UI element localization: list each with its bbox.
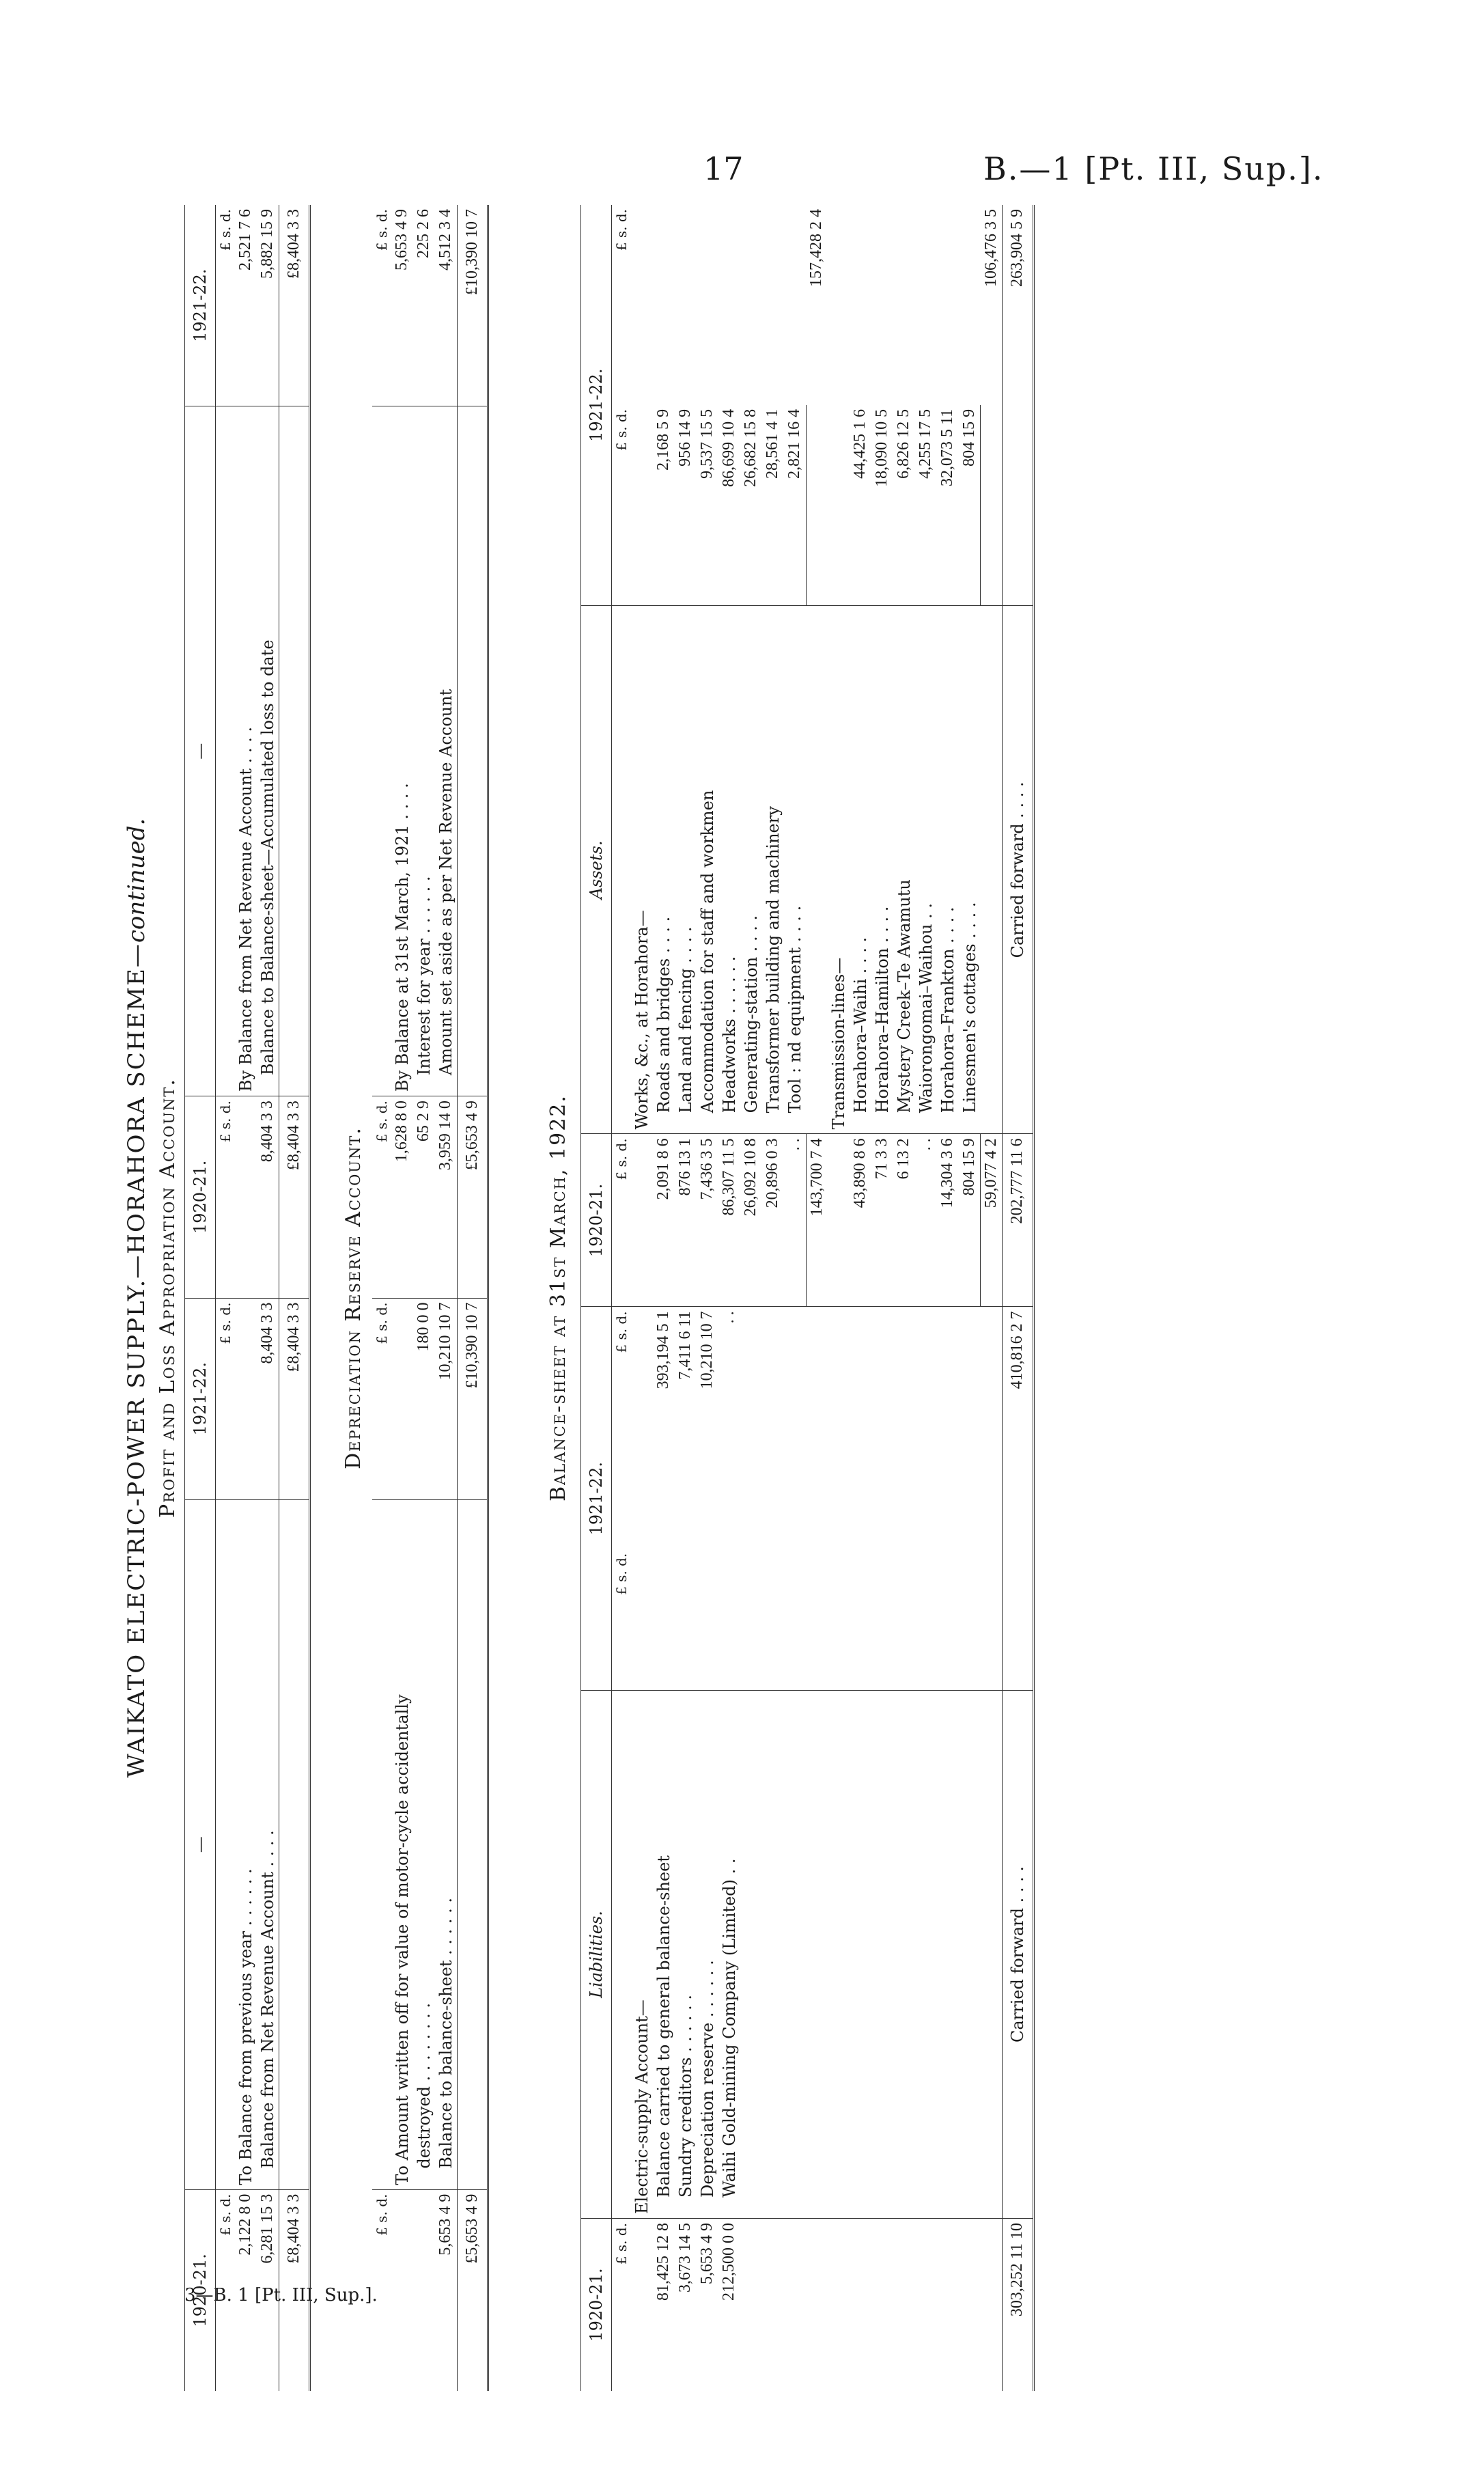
lsd-label: £ s. d. (216, 2189, 236, 2391)
entry-label: Balance from Net Revenue Account . . . . (257, 1499, 279, 2189)
amount (631, 405, 653, 606)
amount: . . (718, 1307, 740, 1549)
amount: 2,168 5 9 (654, 409, 672, 471)
amount (413, 2189, 435, 2391)
total: £8,404 3 3 (279, 205, 310, 406)
title-continued: continued. (123, 818, 150, 943)
amount: . . (915, 1134, 937, 1307)
amount: 4,512 3 4 (436, 209, 454, 271)
amount (391, 2189, 413, 2391)
lsd-label: £ s. d. (612, 2219, 632, 2392)
amount: 26,682 15 8 (742, 409, 759, 487)
rotated-content (109, 205, 1202, 2391)
amount: 28,561 4 1 (764, 409, 781, 479)
lsd-label: £ s. d. (372, 2189, 391, 2391)
subtotal: 143,700 7 4 (806, 1134, 828, 1307)
document-title (123, 205, 150, 2391)
entry-label: Interest for year . . . . . . (413, 406, 435, 1096)
carried-amount: 263,904 5 9 (1003, 205, 1034, 405)
table-row (718, 205, 740, 2391)
table-row (740, 205, 762, 2391)
lsd-label: £ s. d. (374, 209, 390, 251)
asset-label: Works, &c., at Horahora— (631, 606, 653, 1134)
trans-head-row (828, 205, 850, 2391)
asset-label: Tool : nd equipment . . . . (784, 606, 806, 1134)
dep-totals-row (458, 205, 488, 2391)
amount: 6,826 12 5 (894, 409, 912, 479)
amount (631, 1134, 653, 1307)
asset-label: Transformer building and machinery (762, 606, 784, 1134)
amount: 32,073 5 11 (938, 409, 956, 487)
amount: 9,537 15 5 (698, 409, 716, 479)
table-row (893, 205, 915, 2391)
asset-label: Roads and bridges . . . . (653, 606, 675, 1134)
amount: 7,436 3 5 (697, 1134, 718, 1307)
pl-table (184, 205, 311, 2391)
pl-year-2: 1921-22. (185, 1298, 216, 1499)
lsd-label: £ s. d. (372, 1096, 391, 1298)
total: £5,653 4 9 (458, 1096, 488, 1298)
asset-label: Horahora–Hamilton . . . . (871, 606, 893, 1134)
asset-label: Linesmen's cottages . . . . (959, 606, 981, 1134)
amount: 26,092 10 8 (740, 1134, 762, 1307)
amount: 180 0 0 (413, 1298, 435, 1499)
carried-forward-row (1003, 205, 1034, 2391)
amount (391, 1298, 413, 1499)
asset-label: Horahora–Frankton . . . . (937, 606, 959, 1134)
title-main: WAIKATO ELECTRIC-POWER SUPPLY.—HORAHORA SCHEME— (123, 943, 150, 1778)
total: £10,390 10 7 (458, 205, 488, 406)
lsd-label: £ s. d. (372, 1298, 391, 1499)
pl-year-3: 1920-21. (185, 1096, 216, 1298)
trans-total-row (981, 205, 1003, 2391)
amount: 3,959 14 0 (435, 1096, 458, 1298)
pl-year-4: 1921-22. (185, 205, 216, 406)
table-row (697, 205, 718, 2391)
entry-label: By Balance from Net Revenue Account . . . . (235, 406, 257, 1096)
amount: 804 15 9 (959, 405, 981, 606)
asset-label: Horahora–Waihi . . . . (850, 606, 871, 1134)
table-row (675, 205, 697, 2391)
carried-amount: 202,777 11 6 (1003, 1134, 1034, 1307)
amount: 86,307 11 5 (718, 1134, 740, 1307)
carried-amount: 410,816 2 7 (1003, 1307, 1034, 1549)
amount: 393,194 5 1 (653, 1307, 675, 1549)
table-row (391, 205, 413, 2391)
liability-label: Depreciation reserve . . . . . . (697, 1691, 718, 2219)
liabilities-heading: Liabilities. (581, 1691, 612, 2219)
asset-label: Land and fencing . . . . (675, 606, 697, 1134)
amount: 876 13 1 (675, 1134, 697, 1307)
entry-label: Amount set aside as per Net Revenue Account (435, 406, 458, 1096)
asset-label: Mystery Creek–Te Awamutu (893, 606, 915, 1134)
table-row (915, 205, 937, 2391)
asset-label: Headworks . . . . . . (718, 606, 740, 1134)
amount (631, 2219, 653, 2392)
amount: 2,521 7 6 (236, 209, 254, 271)
amount: 5,653 4 9 (393, 209, 410, 271)
entry-label: By Balance at 31st March, 1921 . . . . (391, 406, 413, 1096)
table-row (784, 205, 806, 2391)
amount: 804 15 9 (959, 1134, 981, 1307)
pl-totals-row (279, 205, 310, 2391)
amount: 2,122 8 0 (235, 2189, 257, 2391)
bs-table (580, 205, 1035, 2391)
bs-header-row (581, 205, 612, 2391)
table-row (235, 205, 257, 2391)
dep-heading: Depreciation Reserve Account. (341, 1126, 365, 1469)
asset-label: Generating-station . . . . (740, 606, 762, 1134)
liability-label: Waihi Gold-mining Company (Limited) . . (718, 1691, 740, 2219)
amount: 7,411 6 11 (675, 1307, 697, 1549)
amount: 5,882 15 9 (258, 209, 276, 279)
bs-heading: Balance-sheet at 31st March, 1922. (546, 1094, 570, 1501)
lsd-label: £ s. d. (216, 1298, 236, 1499)
amount: 44,425 1 6 (850, 409, 869, 479)
lsd-label: £ s. d. (613, 209, 630, 251)
lsd-label: £ s. d. (612, 1134, 632, 1307)
amount: 225 2 6 (415, 209, 432, 258)
table-row (959, 205, 981, 2391)
amount (631, 1307, 653, 1549)
amount: 956 14 9 (676, 409, 694, 467)
amount: 81,425 12 8 (653, 2219, 675, 2392)
table-row (413, 205, 435, 2391)
amount: 43,890 8 6 (850, 1134, 871, 1307)
amount: 2,091 8 6 (653, 1134, 675, 1307)
table-row (937, 205, 959, 2391)
asset-label: Waiorongomai–Waihou . . (915, 606, 937, 1134)
amount (631, 205, 653, 405)
carried-amount: 303,252 11 10 (1003, 2219, 1034, 2392)
table-row (871, 205, 893, 2391)
liability-label: Electric-supply Account— (631, 1691, 653, 2219)
entry-label: destroyed . . . . . . . . (413, 1499, 435, 2189)
pl-dash-1: — (185, 1499, 216, 2189)
lsd-label: £ s. d. (216, 1096, 236, 1298)
amount: 8,404 3 3 (257, 1298, 279, 1499)
table-row (257, 205, 279, 2391)
lsd-label: £ s. d. (613, 1553, 630, 1595)
amount: 8,404 3 3 (257, 1096, 279, 1298)
works-total-row (806, 205, 828, 2391)
bs-year-1: 1920-21. (581, 2219, 612, 2392)
entry-label: Balance to Balance-sheet—Accumulated loss to date (257, 406, 279, 1096)
pl-heading: Profit and Loss Appropriation Account. (156, 1078, 180, 1518)
lsd-label: £ s. d. (612, 1307, 632, 1549)
bs-year-4: 1921-22. (581, 205, 612, 606)
bs-year-3: 1920-21. (581, 1134, 612, 1307)
entry-label: To Amount written off for value of motor-cycle accidentally (391, 1499, 413, 2189)
asset-label: Accommodation for staff and workmen (697, 606, 718, 1134)
pl-dash-2: — (185, 406, 216, 1096)
document-reference: B.—1 [Pt. III, Sup.]. (983, 150, 1324, 187)
liability-label: Balance carried to general balance-sheet (653, 1691, 675, 2219)
pl-year-1: 1920-21. (185, 2189, 216, 2391)
amount: 3,673 14 5 (675, 2219, 697, 2392)
subtotal: 106,476 3 5 (981, 209, 1000, 287)
lsd-label: £ s. d. (613, 409, 630, 452)
amount: 20,896 0 3 (762, 1134, 784, 1307)
pl-lsd-row (216, 205, 236, 2391)
amount: 6 13 2 (893, 1134, 915, 1307)
total: £8,404 3 3 (279, 2189, 310, 2391)
transmission-heading: Transmission-lines— (828, 606, 850, 1134)
amount: 65 2 9 (413, 1096, 435, 1298)
assets-heading: Assets. (581, 606, 612, 1134)
entry-label: Balance to balance-sheet . . . . . . (435, 1499, 458, 2189)
amount (235, 1096, 257, 1298)
amount: 212,500 0 0 (718, 2219, 740, 2392)
amount: 71 3 3 (871, 1134, 893, 1307)
dep-table (372, 205, 489, 2391)
table-row (850, 205, 871, 2391)
amount: 18,090 10 5 (872, 409, 891, 487)
total: £8,404 3 3 (279, 1298, 310, 1499)
subtotal: 157,428 2 4 (807, 209, 825, 287)
liability-label: Sundry creditors . . . . . . (675, 1691, 697, 2219)
table-row (653, 205, 675, 2391)
subtotal: 59,077 4 2 (981, 1134, 1003, 1307)
amount: 10,210 10 7 (697, 1307, 718, 1549)
dep-lsd-row (372, 205, 391, 2391)
total: £8,404 3 3 (279, 1096, 310, 1298)
amount: 5,653 4 9 (435, 2189, 458, 2391)
bs-lsd-row (612, 205, 632, 2391)
amount: 5,653 4 9 (697, 2219, 718, 2392)
lsd-label: £ s. d. (217, 209, 234, 251)
total: £10,390 10 7 (458, 1298, 488, 1499)
carried-label: Carried forward . . . . (1003, 606, 1034, 1134)
table-row (631, 205, 653, 2391)
amount: 6,281 15 3 (257, 2189, 279, 2391)
carried-label: Carried forward . . . . (1003, 1691, 1034, 2219)
amount: 4,255 17 5 (916, 409, 934, 479)
amount: 86,699 10 4 (720, 409, 738, 487)
bs-year-2: 1921-22. (581, 1307, 612, 1691)
pl-year-row (185, 205, 216, 2391)
amount: 2,821 16 4 (784, 405, 806, 606)
page-number: 17 (703, 150, 744, 187)
amount: 10,210 10 7 (435, 1298, 458, 1499)
amount (235, 1298, 257, 1499)
footer-signature: 3—B. 1 [Pt. III, Sup.]. (184, 2285, 378, 2306)
amount: 14,304 3 6 (937, 1134, 959, 1307)
total: £5,653 4 9 (458, 2189, 488, 2391)
table-row (762, 205, 784, 2391)
amount: 1,628 8 0 (391, 1096, 413, 1298)
amount: . . (784, 1134, 806, 1307)
entry-label: To Balance from previous year . . . . . . (235, 1499, 257, 2189)
table-row (435, 205, 458, 2391)
